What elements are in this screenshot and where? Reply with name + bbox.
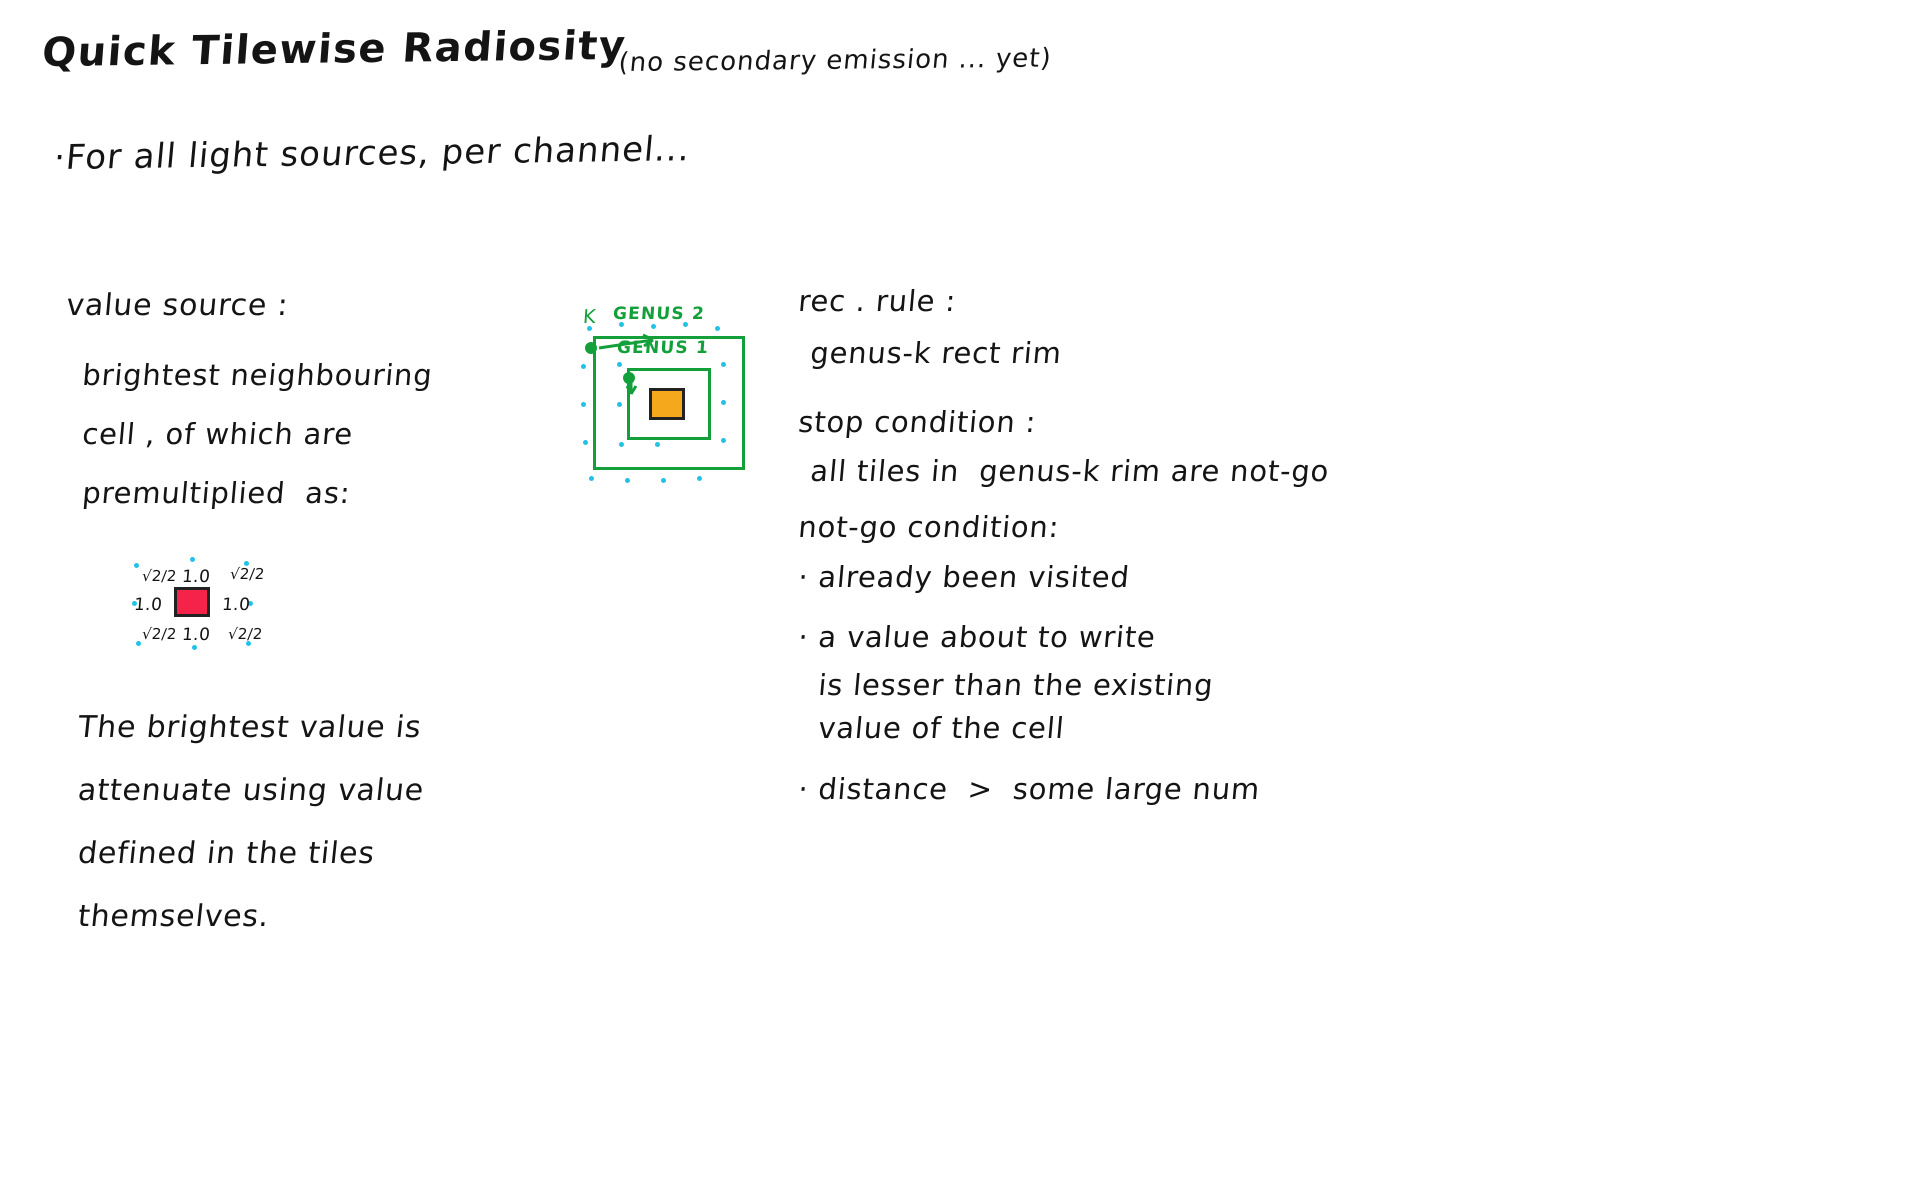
not-go-condition-heading: not-go condition:: [797, 510, 1061, 544]
weight-bottom: 1.0: [181, 625, 212, 645]
brightest-note-line-2: attenuate using value: [76, 773, 426, 808]
not-go-bullet-1: · already been visited: [797, 560, 1132, 594]
page-title: Quick Tilewise Radiosity: [40, 22, 629, 77]
brightest-note-line-3: defined in the tiles: [76, 836, 377, 871]
stop-condition-heading: stop condition :: [797, 405, 1038, 439]
subtitle: ·For all light sources, per channel...: [52, 129, 692, 179]
center-cell: [174, 587, 210, 617]
not-go-bullet-2-cont-2: value of the cell: [817, 711, 1066, 745]
weight-left: 1.0: [133, 595, 164, 615]
value-source-line-1: brightest neighbouring: [81, 358, 435, 392]
brightest-note-line-4: themselves.: [76, 899, 272, 934]
grid-dot: [190, 557, 195, 562]
not-go-bullet-2: · a value about to write: [797, 620, 1158, 654]
brightest-note-line-1: The brightest value is: [76, 710, 424, 745]
k-label: K: [582, 306, 597, 328]
weight-bottom-right: √2/2: [227, 625, 264, 643]
not-go-bullet-2-cont-1: is lesser than the existing: [817, 668, 1215, 702]
weight-top-right: √2/2: [229, 565, 266, 583]
not-go-bullet-3: · distance > some large num: [797, 772, 1262, 806]
cell-weights-diagram: [128, 545, 288, 655]
title-parenthetical: (no secondary emission ... yet): [617, 43, 1054, 79]
genus-rim-diagram: [555, 304, 775, 528]
stop-condition-body: all tiles in genus-k rim are not-go: [809, 454, 1331, 488]
grid-dot: [134, 563, 139, 568]
grid-dot: [192, 645, 197, 650]
value-source-line-2: cell , of which are: [81, 417, 355, 451]
weight-top-left: √2/2: [141, 567, 178, 585]
rec-rule-heading: rec . rule :: [797, 284, 958, 318]
genus-2-label: GENUS 2: [612, 304, 706, 324]
weight-bottom-left: √2/2: [141, 625, 178, 643]
value-source-heading: value source :: [64, 288, 290, 323]
weight-right: 1.0: [221, 595, 252, 615]
rec-rule-body: genus-k rect rim: [809, 336, 1064, 370]
value-source-line-3: premultiplied as:: [81, 476, 352, 510]
genus-1-label: GENUS 1: [616, 338, 710, 358]
weight-top: 1.0: [181, 567, 212, 587]
